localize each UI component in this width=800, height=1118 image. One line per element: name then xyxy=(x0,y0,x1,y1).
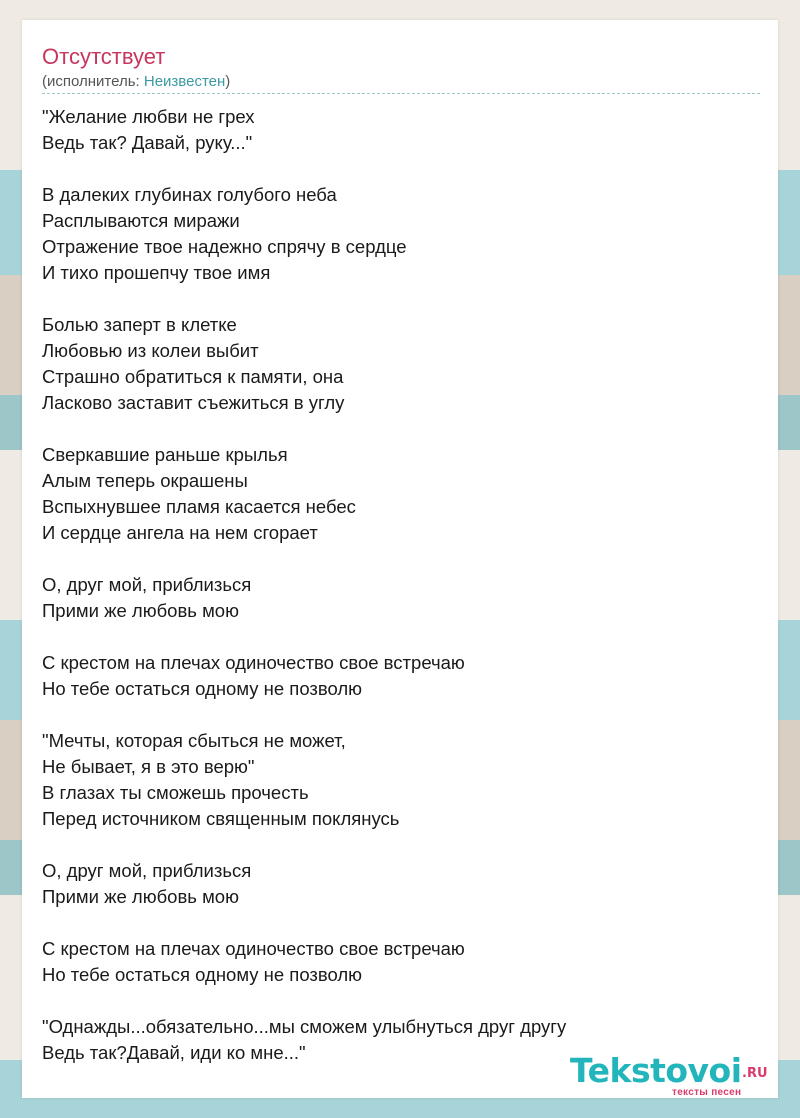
lyric-line: "Мечты, которая сбыться не может, xyxy=(42,730,346,751)
lyric-line: "Однажды...обязательно...мы сможем улыбнуться друг другу xyxy=(42,1016,567,1037)
lyric-line: О, друг мой, приблизься xyxy=(42,860,252,881)
lyric-line: В далеких глубинах голубого неба xyxy=(42,184,337,205)
lyric-line: Но тебе остаться одному не позволю xyxy=(42,678,363,699)
lyric-line: Отражение твое надежно спрячу в сердце xyxy=(42,236,407,257)
lyric-line: И тихо прошепчу твое имя xyxy=(42,262,271,283)
artist-link[interactable]: Неизвестен xyxy=(143,73,226,90)
stanza-break xyxy=(42,416,566,442)
lyric-line: Перед источником священным поклянусь xyxy=(42,808,400,829)
lyric-line: Вспыхнувшее пламя касается небес xyxy=(42,496,356,517)
lyric-line: Ведь так?Давай, иди ко мне..." xyxy=(42,1042,306,1063)
divider xyxy=(42,93,760,94)
lyric-line: Сверкавшие раньше крылья xyxy=(42,444,288,465)
stanza-break xyxy=(42,624,566,650)
lyric-line: Болью заперт в клетке xyxy=(42,314,237,335)
stanza-break xyxy=(42,910,566,936)
song-title: Отсутствует xyxy=(42,44,166,69)
stanza-break xyxy=(42,156,566,182)
performer-suffix: ) xyxy=(225,73,231,90)
lyric-line: Ласково заставит съежиться в углу xyxy=(42,392,345,413)
lyric-line: Ведь так? Давай, руку..." xyxy=(42,132,253,153)
lyric-line: "Желание любви не грех xyxy=(42,106,255,127)
performer-line xyxy=(42,73,230,90)
performer-prefix: (исполнитель: xyxy=(42,73,144,90)
lyrics-sheet xyxy=(22,20,778,1098)
logo-subtitle: тексты песен xyxy=(672,1087,742,1098)
logo-tld: .RU xyxy=(742,1066,768,1081)
lyric-line: Алым теперь окрашены xyxy=(42,470,248,491)
lyric-line: Страшно обратиться к памяти, она xyxy=(42,366,344,387)
lyrics-text xyxy=(42,104,566,1066)
stanza-break xyxy=(42,286,566,312)
stanza-break xyxy=(42,546,566,572)
lyric-line: Любовью из колеи выбит xyxy=(42,340,259,361)
lyric-line: И сердце ангела на нем сгорает xyxy=(42,522,318,543)
stanza-break xyxy=(42,702,566,728)
lyric-line: В глазах ты сможешь прочесть xyxy=(42,782,309,803)
lyric-line: Не бывает, я в это верю" xyxy=(42,756,255,777)
stanza-break xyxy=(42,832,566,858)
lyric-line: Прими же любовь мою xyxy=(42,600,239,621)
lyric-line: Но тебе остаться одному не позволю xyxy=(42,964,363,985)
site-logo[interactable] xyxy=(570,1051,770,1098)
logo-name: Tekstovoi xyxy=(570,1051,742,1090)
lyric-line: С крестом на плечах одиночество свое встречаю xyxy=(42,938,465,959)
lyric-line: С крестом на плечах одиночество свое встречаю xyxy=(42,652,465,673)
lyric-line: О, друг мой, приблизься xyxy=(42,574,252,595)
lyric-line: Прими же любовь мою xyxy=(42,886,239,907)
lyric-line: Расплываются миражи xyxy=(42,210,240,231)
stanza-break xyxy=(42,988,566,1014)
